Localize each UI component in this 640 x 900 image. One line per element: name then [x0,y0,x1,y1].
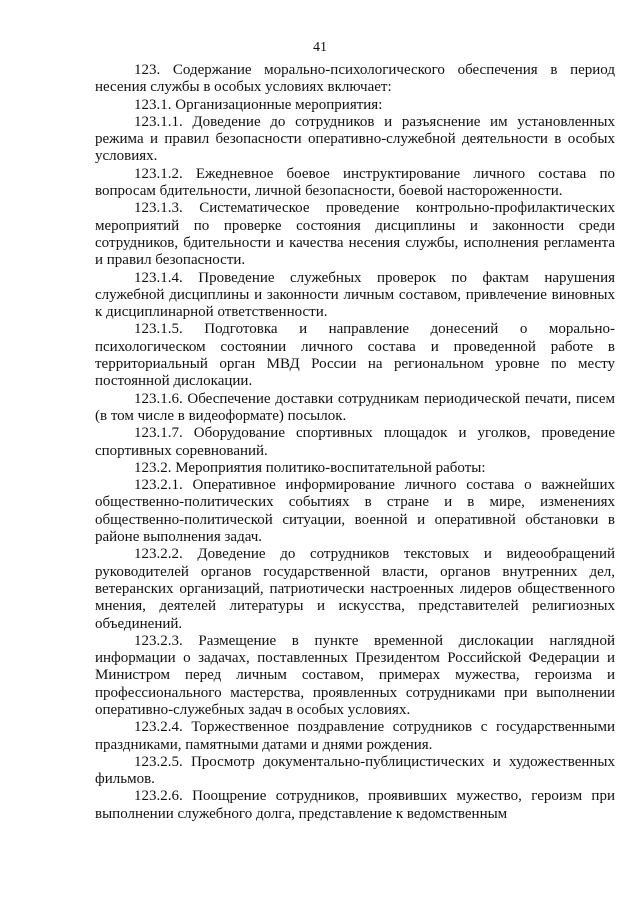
paragraph: 123.1.5. Подготовка и направление донесений о морально-психологическом состоянии личного состава и проведенной работе в территориальный орган МВД России на региональном уровне по месту постоянной дислокации. [95,321,615,390]
paragraph: 123.1.3. Систематическое проведение контрольно-профилактических мероприятий по проверке состояния дисциплины и законности среди сотрудников, бдительности и качества несения службы, исполнения регламента и правил безопасности. [95,200,615,269]
paragraph: 123.1. Организационные мероприятия: [134,96,383,113]
paragraph: 123.2.1. Оперативное информирование личного состава о важнейших общественно-политических событиях в стране и в мире, изменениях общественно-политической ситуации, военной и оперативной обстановки в районе выполнения задач. [95,477,615,546]
paragraph: 123. Содержание морально-психологического обеспечения в период несения службы в особых условиях включает: [95,62,615,96]
paragraph: 123.1.2. Ежедневное боевое инструктирование личного состава по вопросам бдительности, личной безопасности, боевой настороженности. [95,165,615,200]
paragraph: 123.1.6. Обеспечение доставки сотрудникам периодической печати, писем (в том числе в видеоформате) посылок. [95,390,615,424]
paragraph: 123.1.7. Оборудование спортивных площадок и уголков, проведение спортивных соревнований. [95,425,615,459]
paragraph: 123.2.3. Размещение в пункте временной дислокации наглядной информации о задачах, поставленных Президентом Российской Федерации и Министром перед личным составом, примерах мужества, героизма и профессионального мастерства, проявленных сотрудниками при выполнении оперативно-служебных задач в особых условиях. [95,632,615,718]
paragraph: 123.2.5. Просмотр документально-публицистических и художественных фильмов. [95,753,615,788]
page-number: 41 [313,40,327,55]
paragraph: 123.2.2. Доведение до сотрудников текстовых и видеообращений руководителей органов государственной власти, органов внутренних дел, ветеранских организаций, патриотически настроенных лидеров общественного мнения, деятелей литературы и искусства, представителей религиозных объединений. [95,546,615,632]
paragraph: 123.2.4. Торжественное поздравление сотрудников с государственными праздниками, памятными датами и днями рождения. [95,719,615,753]
paragraph: 123.1.4. Проведение служебных проверок по фактам нарушения служебной дисциплины и законности личным составом, привлечение виновных к дисциплинарной ответственности. [95,269,615,321]
paragraph: 123.2.6. Поощрение сотрудников, проявивших мужество, героизм при выполнении служебного долга, представление к ведомственным [95,788,615,822]
paragraph: 123.2. Мероприятия политико-воспитательной работы: [134,459,486,476]
paragraph: 123.1.1. Доведение до сотрудников и разъяснение им установленных режима и правил безопасности оперативно-служебной деятельности в особых условиях. [95,113,615,165]
document-body [95,62,615,823]
